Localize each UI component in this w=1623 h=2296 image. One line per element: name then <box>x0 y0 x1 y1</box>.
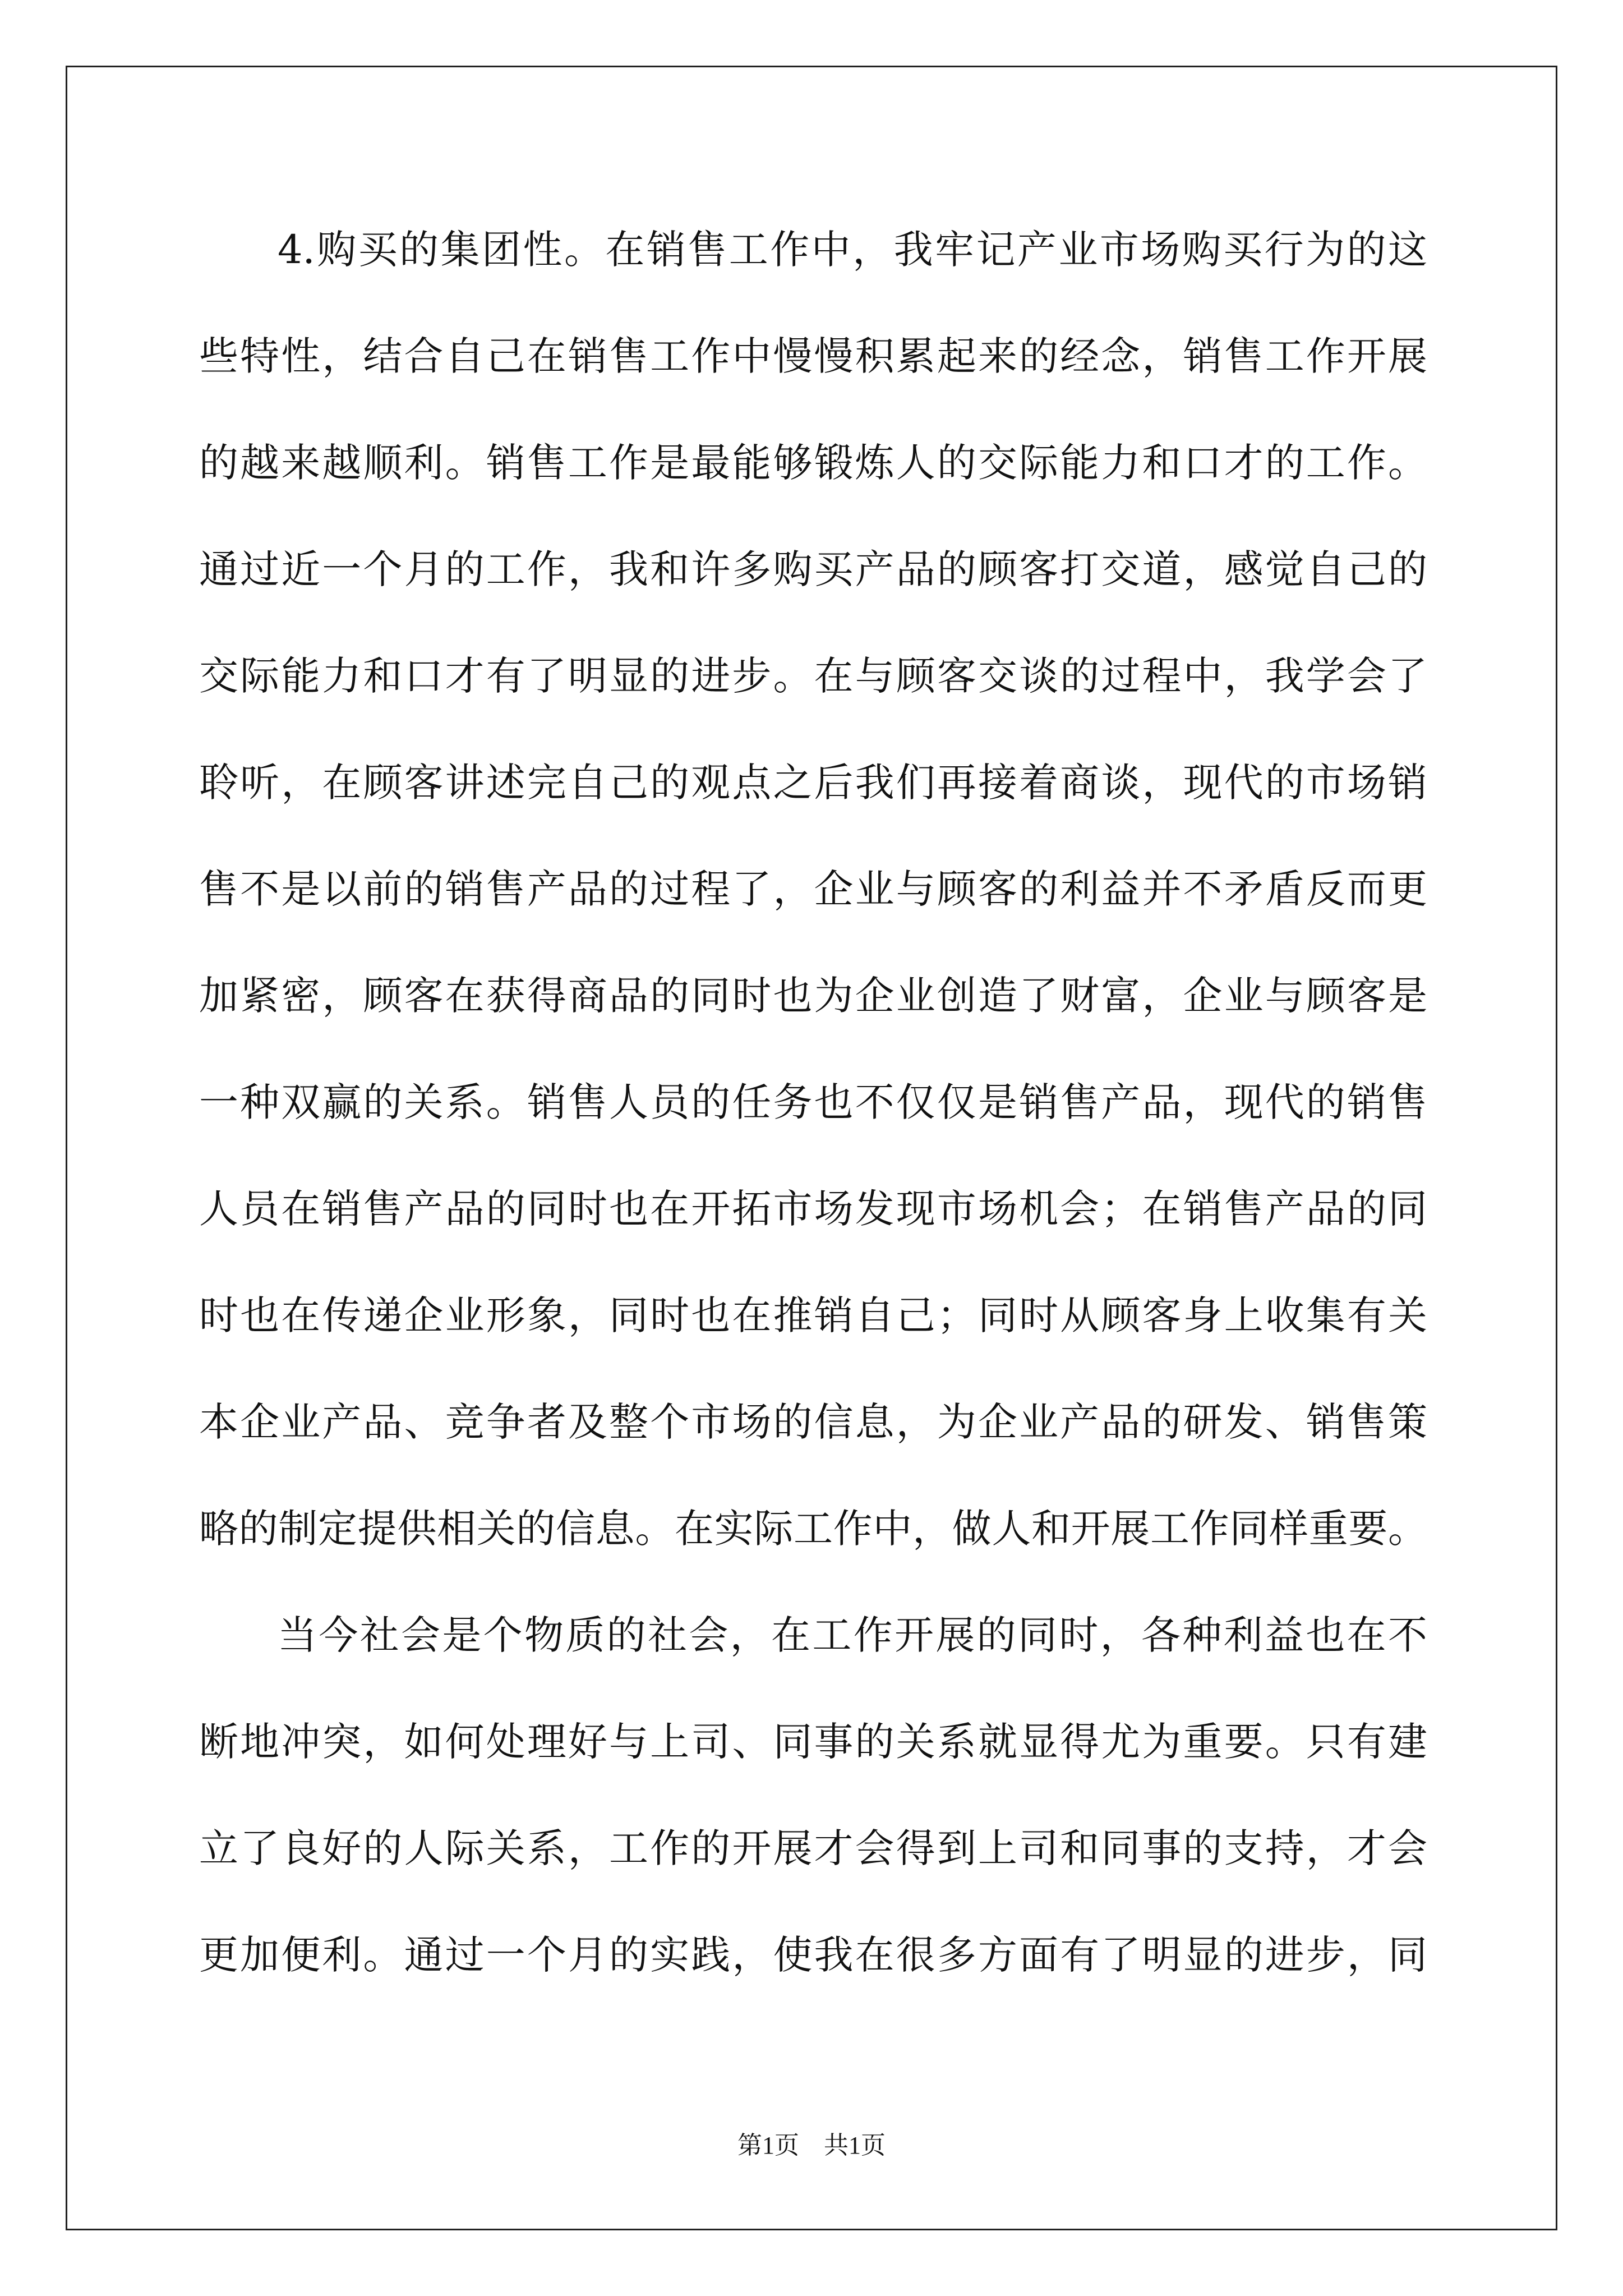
page-border <box>66 66 1557 2230</box>
page-number: 第1页 共1页 <box>737 2132 886 2159</box>
paragraph-line: 一种双赢的关系。销售人员的任务也不仅仅是销售产品，现代的销售 <box>199 1079 1427 1125</box>
paragraph-line: 售不是以前的销售产品的过程了，企业与顾客的利益并不矛盾反而更 <box>199 866 1427 912</box>
paragraph-line: 4.购买的集团性。在销售工作中，我牢记产业市场购买行为的这 <box>278 227 1427 273</box>
paragraph-line: 立了良好的人际关系，工作的开展才会得到上司和同事的支持，才会 <box>199 1825 1427 1871</box>
paragraph-line: 更加便利。通过一个月的实践，使我在很多方面有了明显的进步，同 <box>199 1932 1427 1978</box>
paragraph-line: 加紧密，顾客在获得商品的同时也为企业创造了财富，企业与顾客是 <box>199 973 1427 1019</box>
paragraph-line: 交际能力和口才有了明显的进步。在与顾客交谈的过程中，我学会了 <box>199 653 1427 699</box>
paragraph-line: 聆听，在顾客讲述完自己的观点之后我们再接着商谈，现代的市场销 <box>199 760 1427 806</box>
page-footer <box>0 2129 1623 2162</box>
paragraph-line: 的越来越顺利。销售工作是最能够锻炼人的交际能力和口才的工作。 <box>199 440 1427 486</box>
paragraph-line: 时也在传递企业形象，同时也在推销自己；同时从顾客身上收集有关 <box>199 1292 1427 1338</box>
paragraph-line: 略的制定提供相关的信息。在实际工作中，做人和开展工作同样重要。 <box>199 1506 1427 1552</box>
paragraph-line: 人员在销售产品的同时也在开拓市场发现市场机会；在销售产品的同 <box>199 1186 1427 1232</box>
paragraph-line: 断地冲突，如何处理好与上司、同事的关系就显得尤为重要。只有建 <box>199 1719 1427 1765</box>
paragraph-line: 些特性，结合自己在销售工作中慢慢积累起来的经念，销售工作开展 <box>199 333 1427 379</box>
paragraph-line: 当今社会是个物质的社会，在工作开展的同时，各种利益也在不 <box>278 1612 1427 1658</box>
paragraph-line: 通过近一个月的工作，我和许多购买产品的顾客打交道，感觉自己的 <box>199 546 1427 592</box>
paragraph-line: 本企业产品、竞争者及整个市场的信息，为企业产品的研发、销售策 <box>199 1399 1427 1445</box>
